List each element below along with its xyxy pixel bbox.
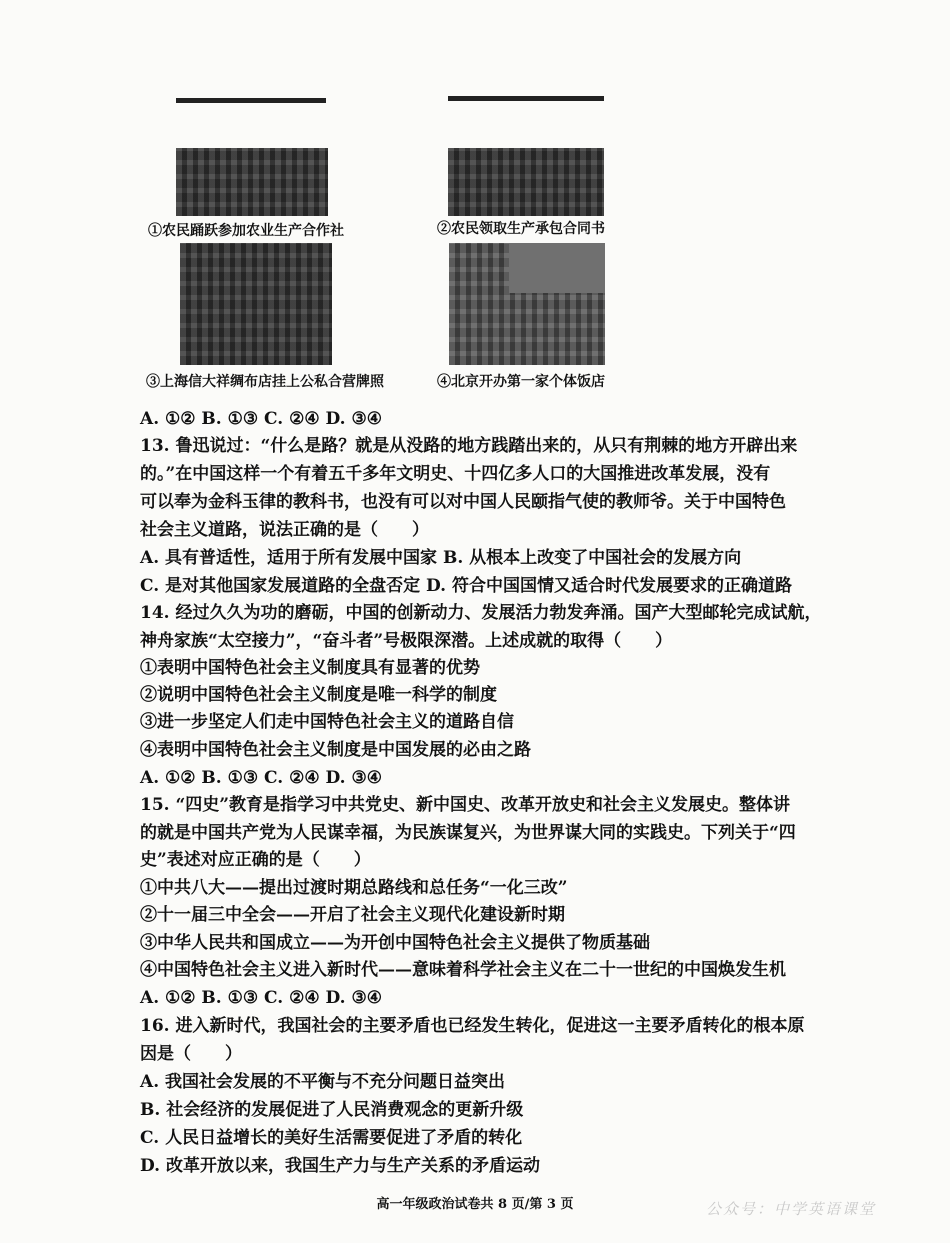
q16-option-b: B. 社会经济的发展促进了人民消费观念的更新升级 <box>140 1100 524 1120</box>
q15-stem-line-3: 史”表述对应正确的是（ ） <box>140 850 371 870</box>
photo-strip-right <box>448 96 604 101</box>
q14-options: A. ①② B. ①③ C. ②④ D. ③④ <box>140 768 382 788</box>
q15-stem-line-1: 15. “四史”教育是指学习中共党史、新中国史、改革开放史和社会主义发展史。整体讲 <box>140 795 791 815</box>
q14-item-2: ②说明中国特色社会主义制度是唯一科学的制度 <box>140 685 497 705</box>
photo-caption-3: ③上海信大祥绸布店挂上公私合营牌照 <box>146 374 384 390</box>
photo-strip-left <box>176 98 326 103</box>
q16-option-a: A. 我国社会发展的不平衡与不充分问题日益突出 <box>140 1072 506 1092</box>
photo-farmers-contract <box>448 148 604 216</box>
q14-item-3: ③进一步坚定人们走中国特色社会主义的道路自信 <box>140 712 514 732</box>
q16-stem-line-2: 因是（ ） <box>140 1044 242 1064</box>
q13-stem-line-3: 可以奉为金科玉律的教科书，也没有可以对中国人民颐指气使的教师爷。关于中国特色 <box>140 492 786 512</box>
q14-stem-line-2: 神舟家族“太空接力”，“奋斗者”号极限深潜。上述成就的取得（ ） <box>140 631 673 651</box>
q15-stem-line-2: 的就是中国共产党为人民谋幸福，为民族谋复兴，为世界谋大同的实践史。下列关于“四 <box>140 823 796 843</box>
watermark: 公众号：中学英语课堂 <box>706 1200 877 1218</box>
page-footer: 高一年级政治试卷共 8 页/第 3 页 <box>376 1197 574 1212</box>
q13-stem-line-2: 的。”在中国这样一个有着五千多年文明史、十四亿多人口的大国推进改革发展，没有 <box>140 464 771 484</box>
q14-stem-line-1: 14. 经过久久为功的磨砺，中国的创新动力、发展活力勃发奔涌。国产大型邮轮完成试航， <box>140 603 822 623</box>
q15-item-4: ④中国特色社会主义进入新时代——意味着科学社会主义在二十一世纪的中国焕发生机 <box>140 960 786 980</box>
q14-item-4: ④表明中国特色社会主义制度是中国发展的必由之路 <box>140 740 531 760</box>
q12-options: A. ①② B. ①③ C. ②④ D. ③④ <box>140 409 382 429</box>
q16-stem-line-1: 16. 进入新时代，我国社会的主要矛盾也已经发生转化，促进这一主要矛盾转化的根本原 <box>140 1016 805 1036</box>
q16-option-c: C. 人民日益增长的美好生活需要促进了矛盾的转化 <box>140 1128 523 1148</box>
photo-caption-2: ②农民领取生产承包合同书 <box>437 221 605 237</box>
q13-option-line-1: A. 具有普适性，适用于所有发展中国家 B. 从根本上改变了中国社会的发展方向 <box>140 548 742 568</box>
q13-option-line-2: C. 是对其他国家发展道路的全盘否定 D. 符合中国国情又适合时代发展要求的正确道路 <box>140 576 792 596</box>
photo-caption-4: ④北京开办第一家个体饭店 <box>437 374 605 390</box>
q15-item-3: ③中华人民共和国成立——为开创中国特色社会主义提供了物质基础 <box>140 933 650 953</box>
q15-item-2: ②十一届三中全会——开启了社会主义现代化建设新时期 <box>140 905 565 925</box>
photo-shanghai-shop <box>180 243 332 365</box>
q13-stem-line-4: 社会主义道路，说法正确的是（ ） <box>140 520 429 540</box>
photo-beijing-restaurant <box>449 243 605 365</box>
q15-options: A. ①② B. ①③ C. ②④ D. ③④ <box>140 988 382 1008</box>
q13-stem-line-1: 13. 鲁迅说过：“什么是路？就是从没路的地方践踏出来的，从只有荆棘的地方开辟出来 <box>140 436 798 456</box>
q16-option-d: D. 改革开放以来，我国生产力与生产关系的矛盾运动 <box>140 1156 540 1176</box>
photo-farmers-cooperative <box>176 148 328 216</box>
q14-item-1: ①表明中国特色社会主义制度具有显著的优势 <box>140 658 480 678</box>
q15-item-1: ①中共八大——提出过渡时期总路线和总任务“一化三改” <box>140 878 568 898</box>
photo-caption-1: ①农民踊跃参加农业生产合作社 <box>148 223 344 239</box>
